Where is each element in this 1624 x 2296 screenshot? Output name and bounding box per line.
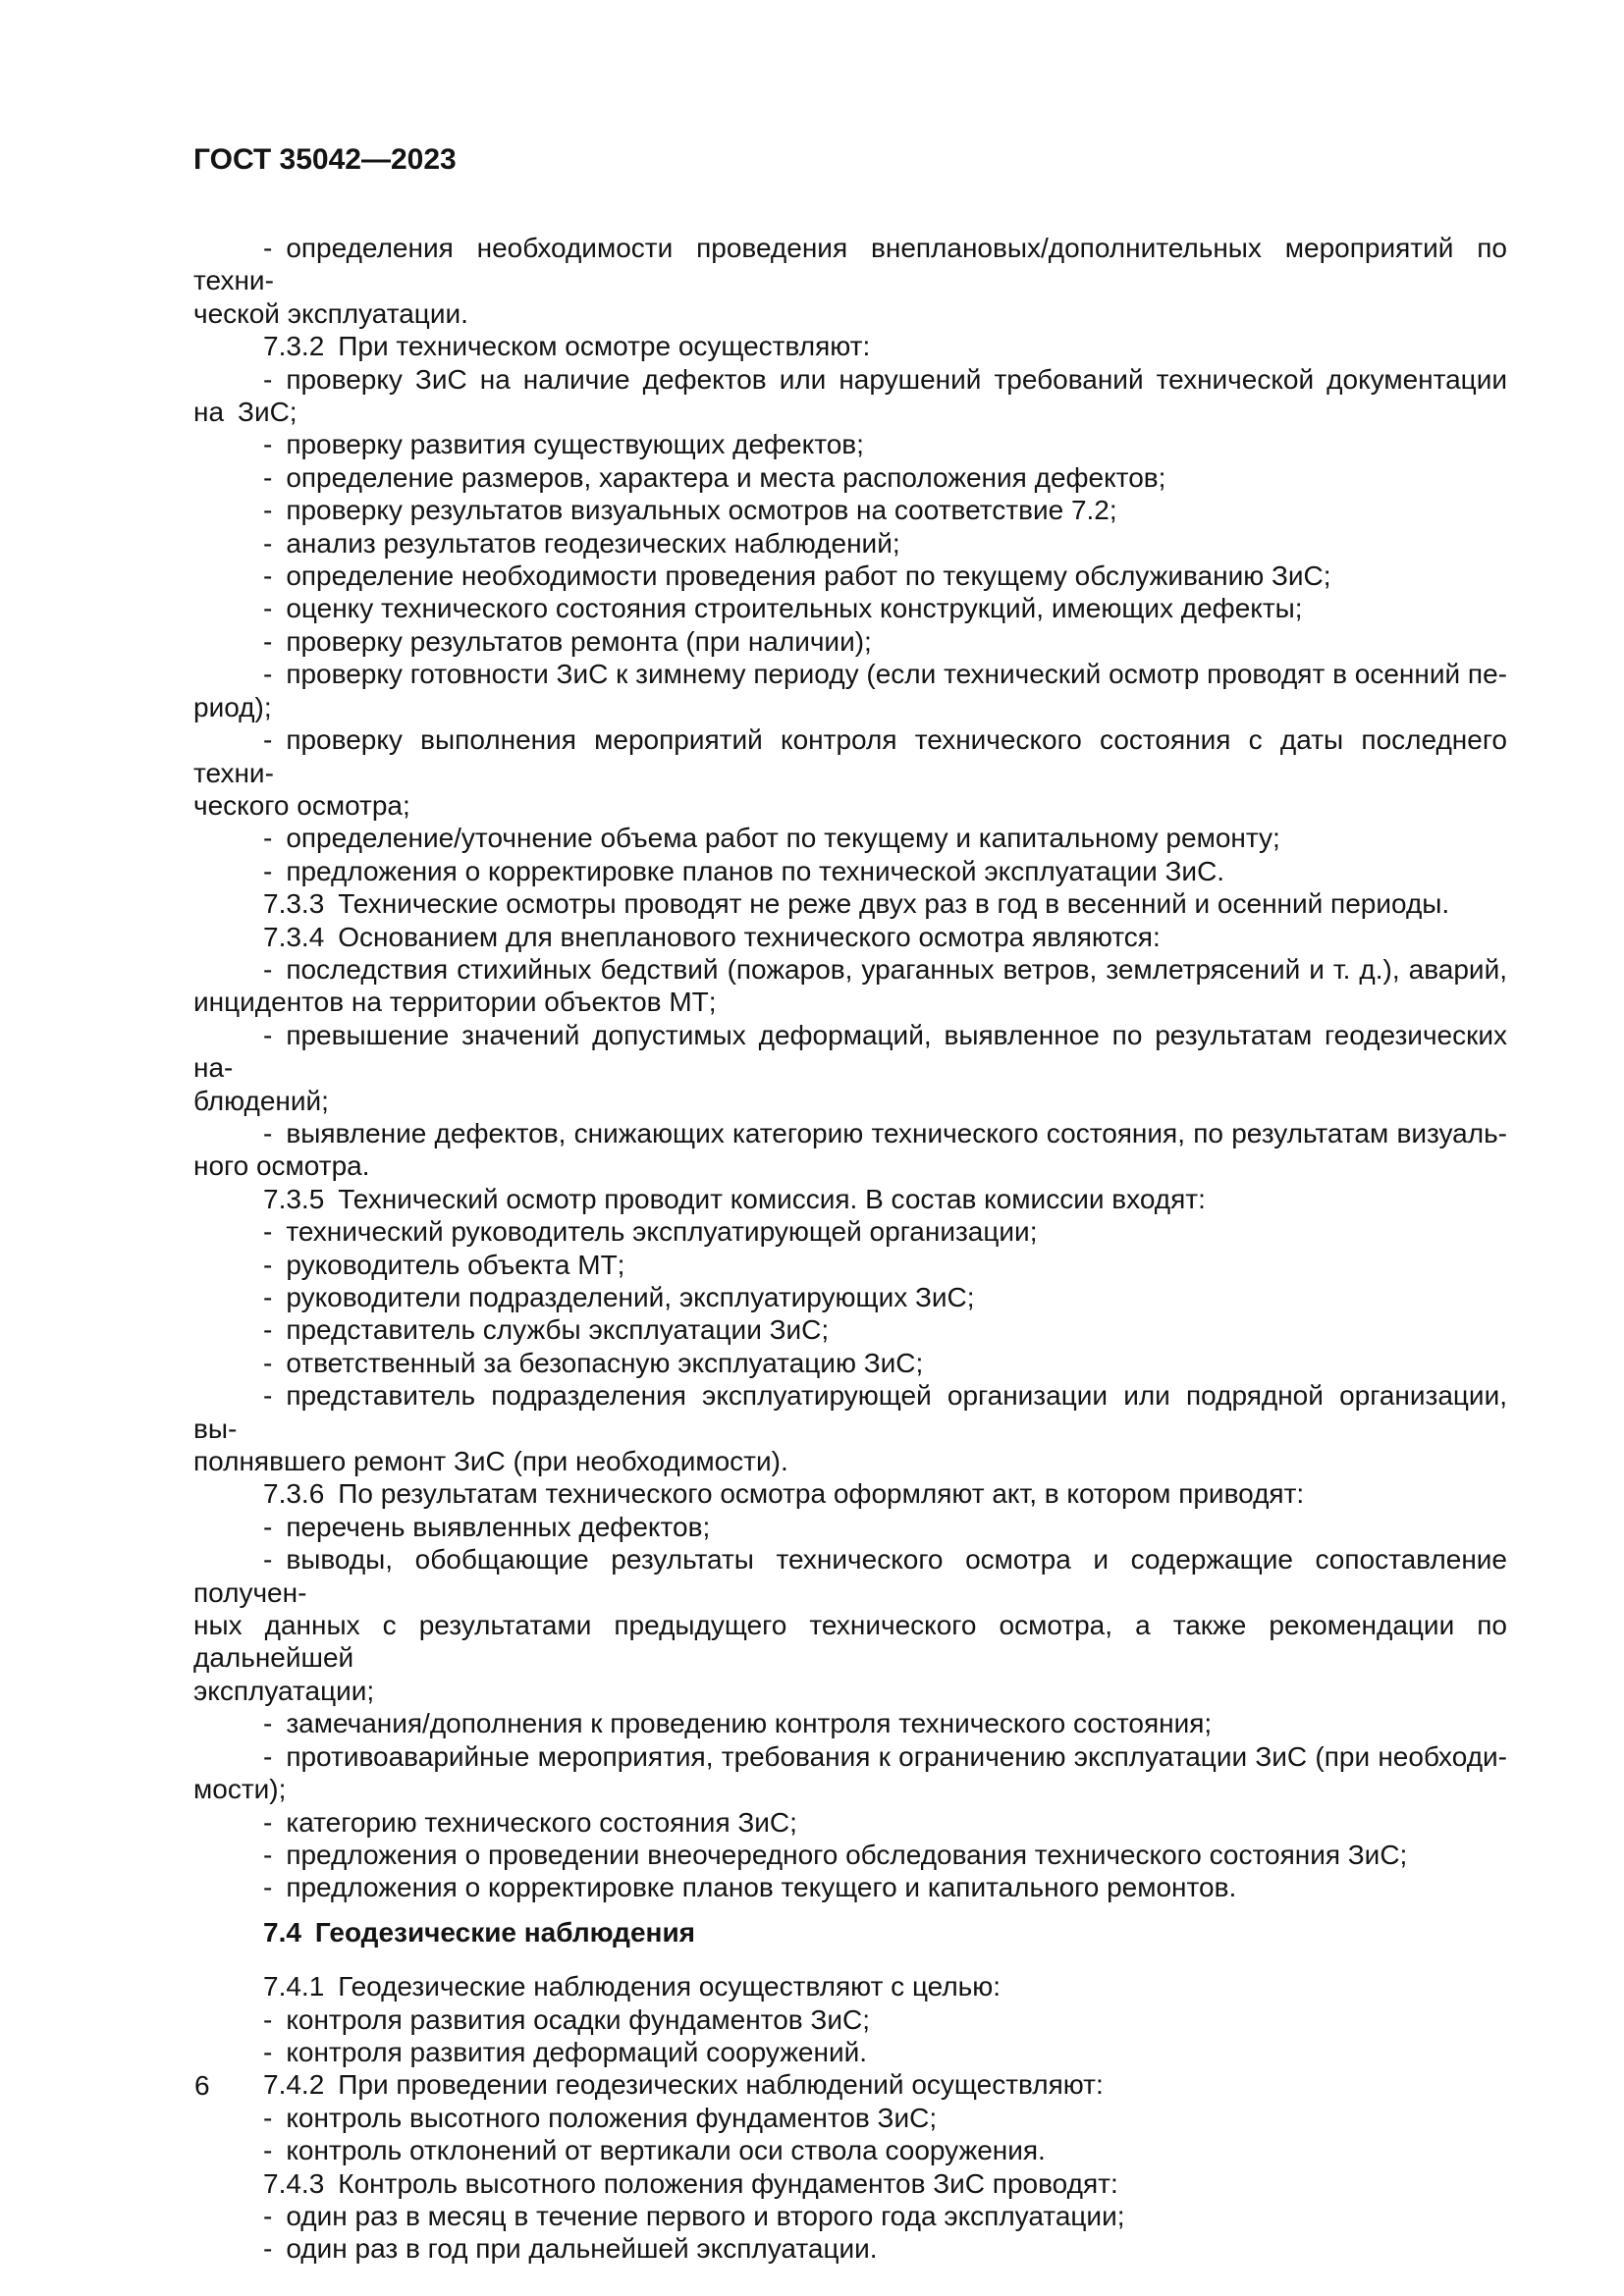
paragraph (193, 2167, 1507, 2200)
paragraph (193, 1871, 1507, 1903)
paragraph (193, 953, 1507, 1019)
text-line: - контроля развития деформаций сооружений. (263, 2036, 868, 2067)
paragraph (193, 2232, 1507, 2265)
text-line: - превышение значений допустимых деформаций, выявленное по результатам геодезических на- (193, 1019, 1507, 1084)
text-line: - проверку ЗиС на наличие дефектов или нарушений требований технической документации (263, 363, 1507, 395)
text-line: ных данных с результатами предыдущего технического осмотра, а также рекомендации по дальнейшей (193, 1610, 1507, 1674)
paragraph (193, 822, 1507, 854)
paragraph (193, 658, 1507, 723)
text-line: 7.4.3 Контроль высотного положения фундаментов ЗиС проводят: (263, 2167, 1118, 2199)
paragraph (193, 1281, 1507, 1313)
text-line: - проверку готовности ЗиС к зимнему периоду (если технический осмотр проводят в осенний пе- (263, 659, 1507, 690)
paragraph (193, 330, 1507, 362)
text-line: - определения необходимости проведения внеплановых/дополнительных мероприятий по техни- (193, 233, 1507, 296)
text-line: - противоаварийные мероприятия, требования к ограничению эксплуатации ЗиС (при необходи- (263, 1740, 1507, 1772)
text-line: - определение размеров, характера и места расположения дефектов; (263, 461, 1166, 493)
paragraph (193, 921, 1507, 953)
text-line: - предложения о корректировке планов текущего и капитального ремонтов. (263, 1872, 1237, 1903)
text-line: полнявшего ремонт ЗиС (при необходимости). (193, 1446, 788, 1477)
paragraph (193, 2003, 1507, 2036)
text-line: - оценку технического состояния строительных конструкций, имеющих дефекты; (263, 593, 1303, 624)
paragraph (193, 855, 1507, 887)
text-line: - последствия стихийных бедствий (пожаров, ураганных ветров, землетрясений и т. д.), аварий, (263, 953, 1507, 985)
paragraph (193, 2068, 1507, 2101)
text-line: - контроль высотного положения фундаментов ЗиС; (263, 2102, 938, 2133)
paragraph (193, 1215, 1507, 1248)
paragraph (193, 1019, 1507, 1117)
text-line: - определение/уточнение объема работ по текущему и капитальному ремонту; (263, 823, 1280, 854)
text-line: - выявление дефектов, снижающих категорию технического состояния, по результатам визуаль- (263, 1117, 1507, 1148)
paragraph (193, 2036, 1507, 2068)
text-line: - определение необходимости проведения работ по текущему обслуживанию ЗиС; (263, 561, 1331, 592)
paragraph (193, 461, 1507, 494)
paragraph (193, 1379, 1507, 1477)
text-line: - предложения о проведении внеочередного обследования технического состояния ЗиС; (263, 1839, 1408, 1870)
paragraph (193, 2200, 1507, 2232)
text-line: риод); (193, 691, 272, 722)
text-line: 7.3.4 Основанием для внепланового технического осмотра являются: (263, 921, 1161, 952)
text-line: эксплуатации; (193, 1675, 375, 1706)
text-line: мости); (193, 1774, 287, 1805)
text-line: на ЗиС; (193, 397, 298, 428)
paragraph (193, 1740, 1507, 1806)
text-line: - выводы, обобщающие результаты технического осмотра и содержащие сопоставление получен- (193, 1544, 1507, 1608)
text-line: - проверку результатов ремонта (при наличии); (263, 625, 872, 657)
paragraph (193, 2134, 1507, 2166)
paragraph (193, 428, 1507, 460)
paragraph (193, 1347, 1507, 1379)
text-line: ного осмотра. (193, 1150, 370, 1182)
text-line: блюдений; (193, 1085, 329, 1116)
text-line: 7.4.2 При проведении геодезических наблюдений осуществляют: (263, 2069, 1104, 2101)
text-line: - проверку развития существующих дефектов; (263, 429, 864, 460)
text-line: ческого осмотра; (193, 789, 410, 821)
text-line: 7.3.3 Технические осмотры проводят не реже двух раз в год в весенний и осенний периоды. (263, 888, 1450, 920)
document-body (193, 232, 1507, 2266)
text-line: - предложения о корректировке планов по технической эксплуатации ЗиС. (263, 855, 1225, 886)
paragraph (193, 1543, 1507, 1707)
paragraph (193, 494, 1507, 526)
paragraph (193, 1183, 1507, 1215)
paragraph (193, 1477, 1507, 1510)
text-line: - проверку результатов визуальных осмотров на соответствие 7.2; (263, 495, 1117, 526)
paragraph (193, 1970, 1507, 2002)
paragraph (193, 723, 1507, 822)
document-code-header: ГОСТ 35042—2023 (193, 143, 457, 176)
paragraph (193, 1839, 1507, 1871)
paragraph (193, 560, 1507, 592)
text-line: 7.3.6 По результатам технического осмотра оформляют акт, в котором приводят: (263, 1478, 1305, 1510)
paragraph (193, 592, 1507, 624)
paragraph (193, 1511, 1507, 1543)
paragraph (193, 887, 1507, 920)
text-line: - перечень выявленных дефектов; (263, 1511, 711, 1542)
paragraph (193, 1707, 1507, 1739)
paragraph (193, 527, 1507, 560)
text-line: - руководители подразделений, эксплуатирующих ЗиС; (263, 1282, 975, 1312)
text-line: - представитель подразделения эксплуатирующей организации или подрядной организации, вы- (193, 1380, 1507, 1444)
text-line: ческой эксплуатации. (193, 297, 468, 329)
paragraph (193, 625, 1507, 658)
page-number: 6 (194, 2070, 210, 2101)
paragraph (193, 2102, 1507, 2134)
paragraph (193, 232, 1507, 330)
text-line: - анализ результатов геодезических наблюдений; (263, 527, 900, 559)
paragraph (193, 1313, 1507, 1346)
text-line: - руководитель объекта МТ; (263, 1249, 625, 1280)
text-line: - контроль отклонений от вертикали оси ствола сооружения. (263, 2135, 1046, 2166)
text-line: - контроля развития осадки фундаментов ЗиС; (263, 2003, 870, 2035)
text-line: 7.3.2 При техническом осмотре осуществляют: (263, 331, 871, 362)
text-line: - проверку выполнения мероприятий контроля технического состояния с даты последнего техни- (193, 724, 1507, 788)
text-line: - замечания/дополнения к проведению контроля технического состояния; (263, 1708, 1213, 1739)
paragraph (193, 1249, 1507, 1281)
text-line: - категорию технического состояния ЗиС; (263, 1806, 797, 1838)
text-line: - ответственный за безопасную эксплуатацию ЗиС; (263, 1347, 924, 1378)
text-line: - один раз в месяц в течение первого и второго года эксплуатации; (263, 2200, 1125, 2231)
text-line: - представитель службы эксплуатации ЗиС; (263, 1314, 830, 1346)
text-line: - один раз в год при дальнейшей эксплуатации. (263, 2233, 878, 2265)
paragraph (193, 1117, 1507, 1183)
text-line: инцидентов на территории объектов МТ; (193, 987, 717, 1018)
section-heading: 7.4 Геодезические наблюдения (263, 1916, 695, 1948)
paragraph (193, 363, 1507, 429)
text-line: 7.4.1 Геодезические наблюдения осуществляют с целью: (263, 1971, 1001, 2002)
text-line: 7.3.5 Технический осмотр проводит комиссия. В состав комиссии входят: (263, 1183, 1206, 1214)
text-line: - технический руководитель эксплуатирующей организации; (263, 1216, 1038, 1248)
paragraph (193, 1806, 1507, 1839)
